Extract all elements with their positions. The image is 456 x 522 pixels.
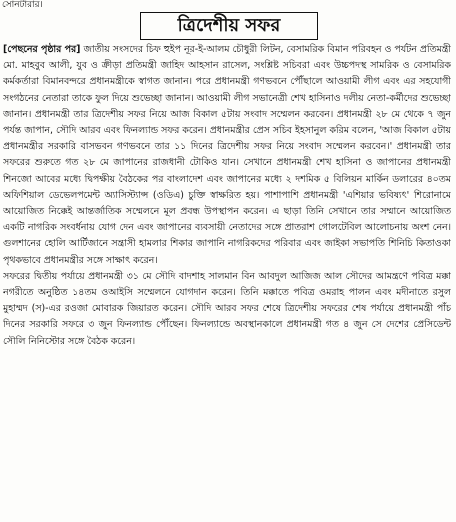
previous-article-tail: সোনটারার।	[2, 0, 43, 10]
paragraph-1-text: জাতীয় সংসদের চিফ হুইপ নূর-ই-আলম চৌধুরী লিটন, বেসামরিক বিমান পরিবহন ও পর্যটন প্রতিমন্ত্রী মো. মাহবুব আলী, যুব ও ক্রীড়া প্রতিমন্ত্রী জাহিদ আহসান রাসেল, সংশ্লিষ্ট সচিবরা এবং উচ্চপদস্থ সামরিক ও বেসামরিক কর্মকর্তারা বিমানবন্দরে প্রধানমন্ত্রীকে স্বাগত জানান। পরে প্রধানমন্ত্রী গণভবনে পৌঁছালে আওয়ামী লীগ এবং এর সহযোগী সংগঠনের নেতারা তাকে ফুল দিয়ে শুভেচ্ছা জানান। আওয়ামী লীগ সভানেত্রী শেখ হাসিনাও দলীয় নেতা-কর্মীদের শুভেচ্ছা জানান। প্রধানমন্ত্রী তার ত্রিদেশীয় সফর নিয়ে আজ বিকাল ৫টায় সংবাদ সম্মেলন করবেন। প্রধানমন্ত্রী ২৮ মে থেকে ৭ জুন পর্যন্ত জাপান, সৌদি আরব এবং ফিনল্যান্ড সফর করেন। প্রধানমন্ত্রীর প্রেস সচিব ইহসানুল করিম বলেন, 'আজ বিকাল ৫টায় প্রধানমন্ত্রীর সরকারি বাসভবন গণভবনে তার ১১ দিনের ত্রিদেশীয় সফর নিয়ে সংবাদ সম্মেলন করবেন।' প্রধানমন্ত্রী তার সফরের শুরুতে গত ২৮ মে জাপানের রাজধানী টোকিও যান। সেখানে প্রধানমন্ত্রী শেখ হাসিনা ও জাপানের প্রধানমন্ত্রী শিনজো আবের মধ্যে দ্বিপক্ষীয় বৈঠকের পর বাংলাদেশ এবং জাপানের মধ্যে ২ দশমিক ৫ বিলিয়ন মার্কিন ডলারের ৪০তম অফিশিয়াল ডেভেলপমেন্ট অ্যাসিস্ট্যান্স (ওডিএ) চুক্তি স্বাক্ষরিত হয়। পাশাপাশি প্রধানমন্ত্রী 'এশিয়ার ভবিষ্যৎ' শিরোনামে আয়োজিত নিক্কেই আন্তর্জাতিক সম্মেলনে মূল প্রবন্ধ উপস্থাপন করেন। এ ছাড়া তিনি সেখানে তার সম্মানে আয়োজিত একটি নাগরিক সংবর্ধনায় যোগ দেন এবং জাপানের ব্যবসায়ী নেতাদের সঙ্গে প্রাতরাশ গোলটেবিল আলোচনায় অংশ নেন। গুলশানের হোলি আর্টিজানে সন্ত্রাসী হামলার শিকার জাপানি নাগরিকদের পরিবার এবং জাইকা সভাপতি শিনিচি কিতাওকা পৃথকভাবে প্রধানমন্ত্রীর সঙ্গে সাক্ষাৎ করেন।	[3, 44, 451, 266]
article-paragraph-2: সফরের দ্বিতীয় পর্যায়ে প্রধানমন্ত্রী ৩১ মে সৌদি বাদশাহ সালমান বিন আবদুল আজিজ আল সৌদের আমন্ত্রণে পবিত্র মক্কা নগরীতে অনুষ্ঠিত ১৪তম ওআইসি সম্মেলনে যোগদান করেন। তিনি মক্কাতে পবিত্র ওমরাহ পালন এবং মদীনাতে রসুল মুহাম্মদ (স)-এর রওজা মোবারক জিয়ারত করেন। সৌদি আরব সফর শেষে ত্রিদেশীয় সফরের শেষ পর্যায়ে প্রধানমন্ত্রী পাঁচ দিনের সরকারি সফরে ৩ জুন ফিনল্যান্ড পৌঁছেন। ফিনল্যান্ডে অবস্থানকালে প্রধানমন্ত্রী গত ৪ জুন সে দেশের প্রেসিডেন্ট সৌলি নিনিস্টোর সঙ্গে বৈঠক করেন।	[3, 270, 451, 347]
article-headline: ত্রিদেশীয় সফর	[140, 12, 318, 40]
continuation-note: [পেছনের পৃষ্ঠার পর]	[3, 44, 81, 55]
article-body	[3, 42, 451, 520]
article-paragraph-1	[3, 42, 451, 269]
